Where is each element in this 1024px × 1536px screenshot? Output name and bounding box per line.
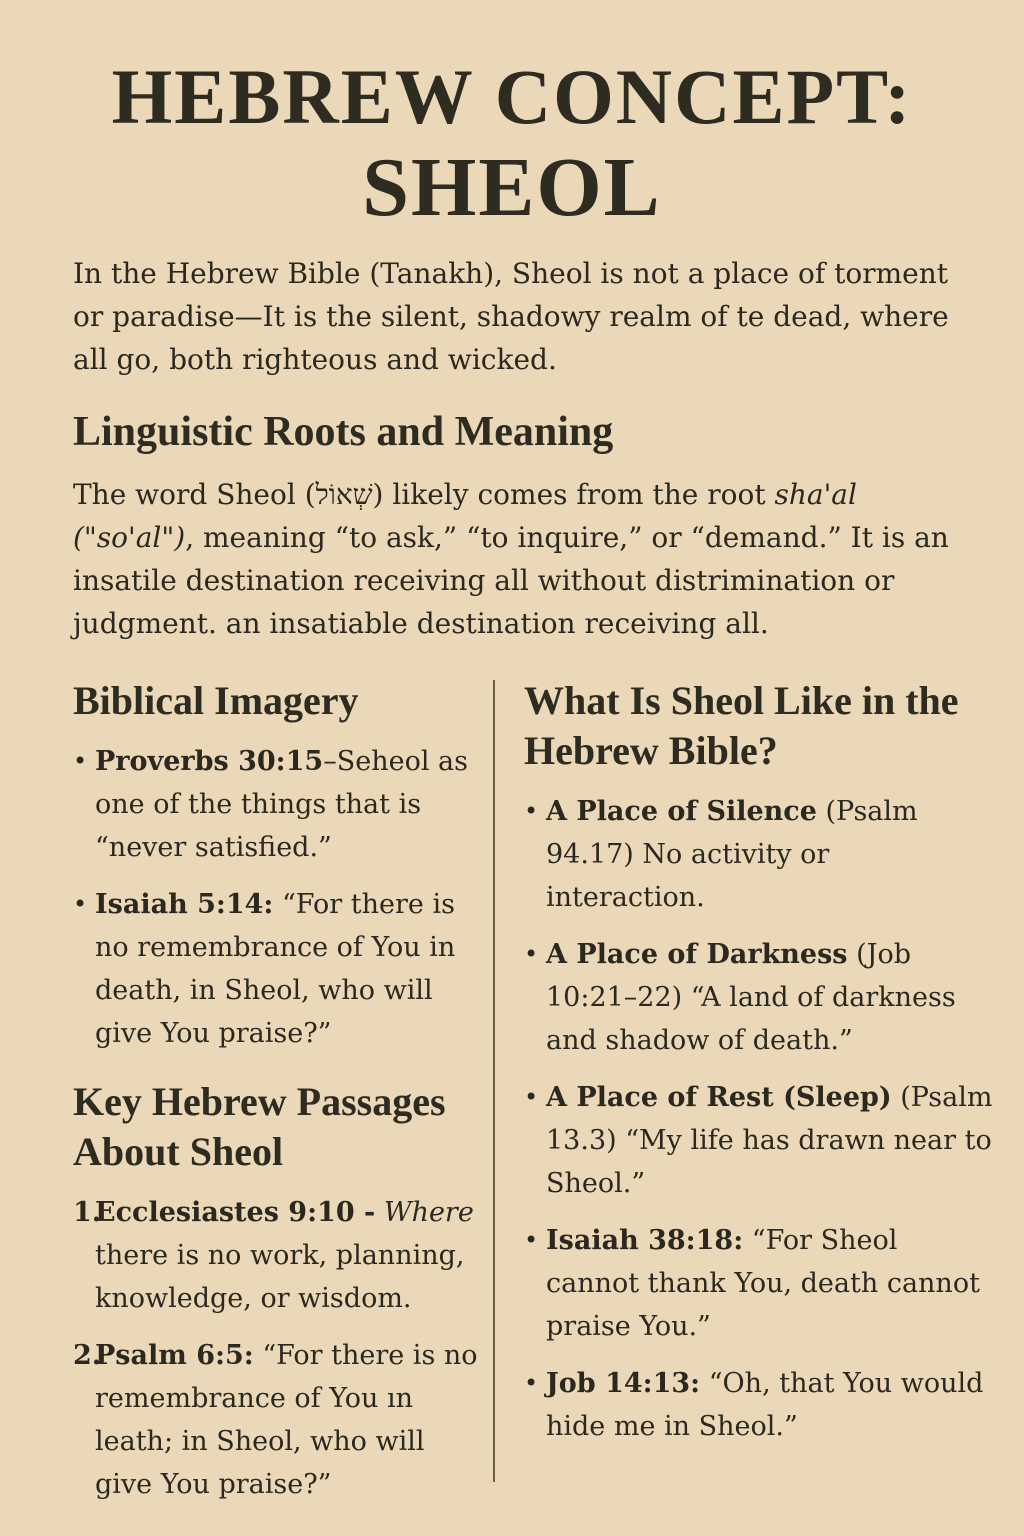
linguistic-text-part1: The word Sheol (שְׁאוֹל) likely comes from the root (73, 478, 775, 511)
left-column (73, 670, 483, 1506)
right-column (524, 670, 994, 1448)
verse-italic: Where (375, 1197, 474, 1228)
verse-text: (Psalm 94.17) No activity or interaction. (546, 796, 918, 913)
verse-ref: Isaiah 38:18: (546, 1225, 744, 1256)
list-item (524, 933, 994, 1062)
what-is-sheol-list (524, 790, 994, 1448)
verse-ref: A Place of Rest (Sleep) (546, 1082, 892, 1113)
linguistic-heading: Linguistic Roots and Meaning (73, 409, 614, 455)
item-number: 2. (73, 1340, 102, 1371)
list-item (73, 1334, 483, 1506)
key-passages-list (73, 1191, 483, 1506)
list-item (73, 1191, 483, 1320)
list-item (524, 1362, 994, 1448)
verse-ref: Proverbs 30:15 (95, 746, 324, 777)
linguistic-paragraph (73, 473, 973, 645)
verse-ref: Ecclesiastes 9:10 - (95, 1197, 376, 1228)
what-is-sheol-heading: What Is Sheol Like in the Hebrew Bible? (524, 678, 959, 773)
title-line-2: SHEOL (362, 141, 662, 234)
biblical-imagery-list (73, 740, 483, 1055)
list-item (524, 790, 994, 919)
list-item (73, 883, 483, 1055)
verse-text: “Oh, that You would hide me in Sheol.” (546, 1368, 984, 1442)
key-passages-heading: Key Hebrew Passages About Sheol (73, 1079, 446, 1174)
list-item (73, 740, 483, 869)
title-line-1: HEBREW CONCEPT: (111, 53, 913, 140)
intro-paragraph: In the Hebrew Bible (Tanakh), Sheol is not a place of torment or paradise—It is the silent, shadowy realm of te dead, where all go, both righteous and wicked. (73, 257, 949, 376)
column-divider (493, 680, 495, 1482)
verse-text: –Seheol as one of the things that is “never satisfied.” (95, 746, 469, 863)
item-number: 1. (73, 1197, 102, 1228)
verse-ref: A Place of Darkness (546, 939, 848, 970)
verse-ref: Psalm 6:5: (95, 1340, 254, 1371)
verse-ref: Isaiah 5:14: (95, 889, 274, 920)
verse-text: “For there is no remembrance of You in death, in Sheol, who will give You praise?” (95, 889, 456, 1049)
linguistic-text-part2: , meaning “to ask,” “to inquire,” or “demand.” It is an insatile destination receiving all without distrimination or judgment. an insatiable destination receiving all. (73, 521, 949, 640)
verse-text: (Psalm 13.3) “My life has drawn near to Sheol.” (546, 1082, 993, 1199)
verse-text: (Job 10:21–22) “A land of darkness and shadow of death.” (546, 939, 956, 1056)
biblical-imagery-heading: Biblical Imagery (73, 678, 359, 723)
verse-ref: Job 14:13: (546, 1368, 701, 1399)
list-item (524, 1219, 994, 1348)
linguistic-root-word: sha'al ("so'al") (73, 478, 857, 554)
verse-text: “For Sheol cannot thank You, death cannot praise You.” (546, 1225, 980, 1342)
list-item (524, 1076, 994, 1205)
verse-text: there is no work, planning, knowledge, or wisdom. (95, 1240, 465, 1314)
verse-text: “For there is no remembrance of You ın leath; in Sheol, who will give You praise?” (95, 1340, 478, 1500)
verse-ref: A Place of Silence (546, 796, 817, 827)
